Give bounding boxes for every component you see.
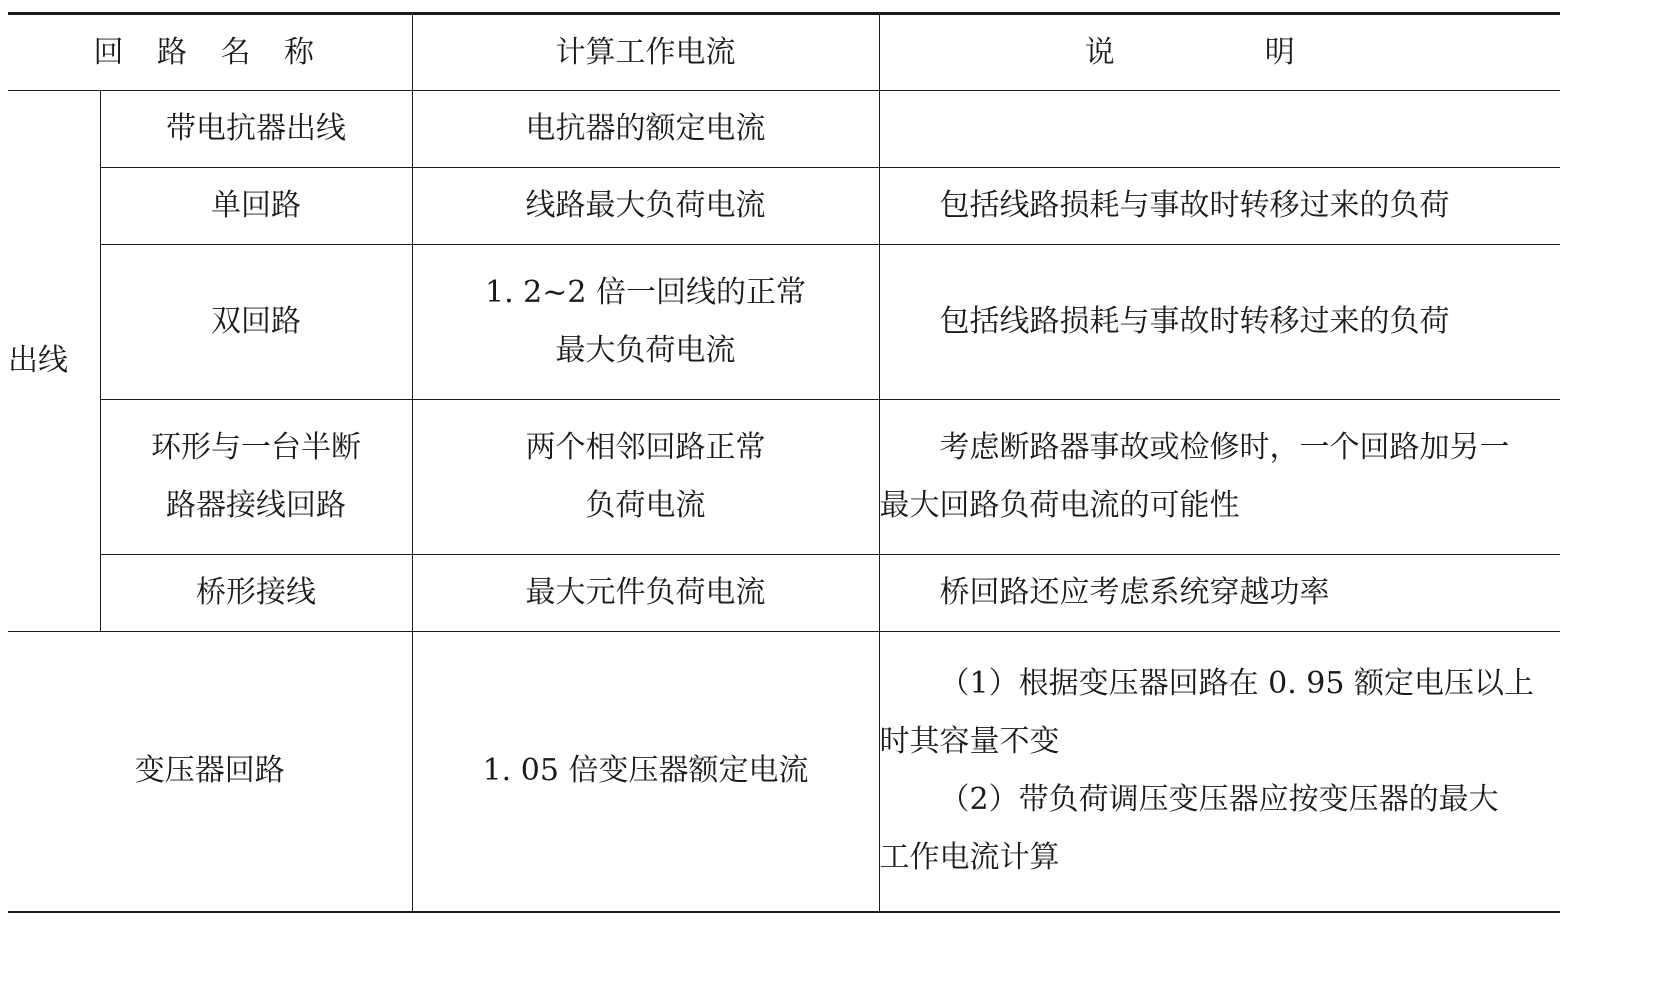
calc-current-line: 两个相邻回路正常: [525, 430, 766, 465]
group-label-outgoing: 出线: [8, 91, 100, 632]
calc-current-line: 线路最大负荷电流: [525, 188, 766, 223]
calc-current-line: 最大元件负荷电流: [525, 575, 766, 610]
circuit-name-line: 双回路: [211, 304, 301, 339]
circuit-name-line: 环形与一台半断: [151, 430, 361, 465]
calc-current-line: 负荷电流: [585, 488, 706, 523]
description-cell: [879, 632, 1560, 912]
calc-current-cell: 1. 05 倍变压器额定电流: [412, 632, 879, 912]
circuit-name-cell: 变压器回路: [8, 632, 412, 912]
current-calculation-table: [8, 12, 1560, 913]
table-row: [8, 245, 1560, 400]
calc-current-line: 1. 2~2 倍一回线的正常: [485, 275, 807, 310]
circuit-name-cell: [100, 91, 412, 168]
table-row: [8, 91, 1560, 168]
description-line: 最大回路负荷电流的可能性: [879, 488, 1240, 523]
table-header-row: [8, 14, 1560, 91]
circuit-name-line: 带电抗器出线: [166, 111, 346, 146]
description-line: 工作电流计算: [879, 840, 1060, 876]
description-cell: [879, 400, 1560, 555]
description-line: 桥回路还应考虑系统穿越功率: [939, 575, 1330, 610]
calc-current-cell: [412, 245, 879, 400]
header-circuit-name: 回 路 名 称: [8, 14, 412, 91]
header-calc-current: 计算工作电流: [412, 14, 879, 91]
description-cell: [879, 168, 1560, 245]
circuit-name-line: 桥形接线: [196, 575, 316, 610]
description-cell: [879, 245, 1560, 400]
description-cell: [879, 91, 1560, 168]
calc-current-cell: [412, 555, 879, 632]
circuit-name-cell: [100, 245, 412, 400]
circuit-name-line: 路器接线回路: [166, 488, 346, 523]
description-line: 考虑断路器事故或检修时，一个回路加另一: [939, 430, 1510, 465]
calc-current-line: 电抗器的额定电流: [525, 111, 766, 146]
circuit-name-cell: [100, 400, 412, 555]
description-line: （1）根据变压器回路在 0. 95 额定电压以上: [939, 666, 1535, 702]
circuit-name-line: 单回路: [211, 188, 301, 223]
description-line: 包括线路损耗与事故时转移过来的负荷: [939, 188, 1450, 223]
circuit-name-cell: [100, 555, 412, 632]
description-line: （2）带负荷调压变压器应按变压器的最大: [939, 782, 1499, 818]
calc-current-cell: [412, 400, 879, 555]
description-line: 时其容量不变: [879, 724, 1060, 760]
table-row: [8, 400, 1560, 555]
table-row: [8, 555, 1560, 632]
description-cell: [879, 555, 1560, 632]
calc-current-line: 最大负荷电流: [555, 333, 736, 368]
calc-current-cell: [412, 168, 879, 245]
table-row: [8, 632, 1560, 912]
header-description: 说 明: [879, 14, 1560, 91]
table-row: [8, 168, 1560, 245]
calc-current-cell: [412, 91, 879, 168]
circuit-name-cell: [100, 168, 412, 245]
description-line: 包括线路损耗与事故时转移过来的负荷: [939, 304, 1450, 339]
